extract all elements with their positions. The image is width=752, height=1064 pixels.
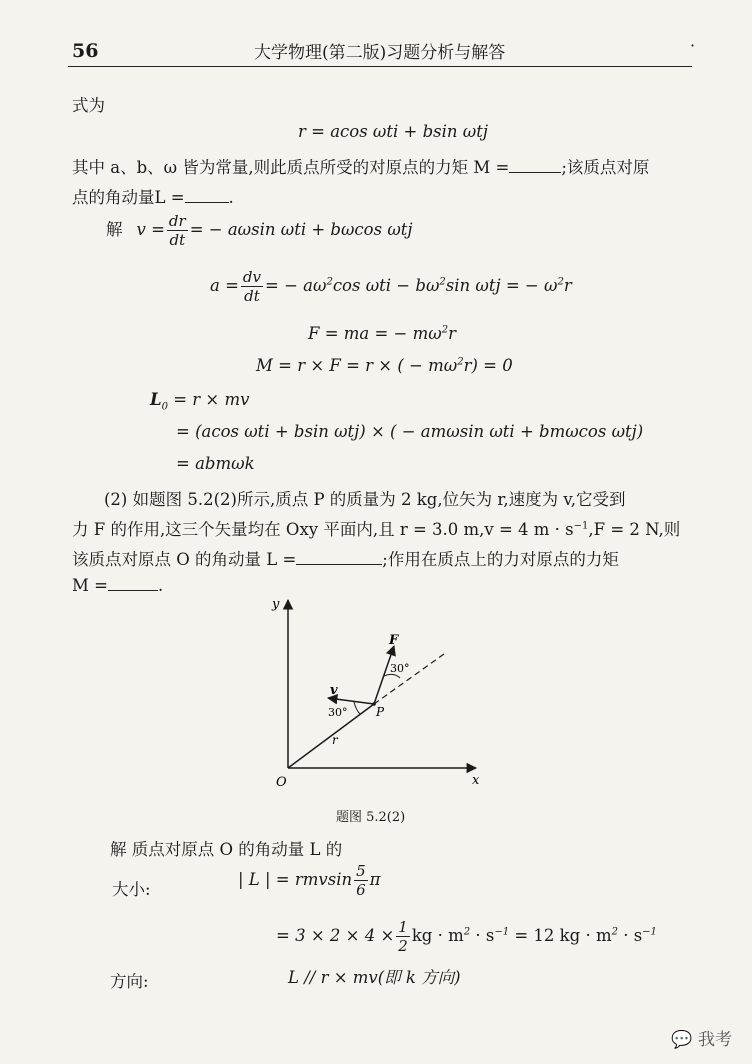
superscript: 2 bbox=[611, 926, 618, 938]
watermark bbox=[671, 1025, 732, 1050]
answer-blank bbox=[509, 172, 561, 173]
text-line bbox=[72, 154, 649, 178]
equation-a bbox=[210, 268, 572, 305]
eq-part: · s bbox=[470, 926, 495, 945]
text-line bbox=[72, 576, 163, 595]
magnitude-label: 大小: bbox=[112, 880, 151, 899]
superscript: 2 bbox=[463, 926, 471, 938]
eq-part: r bbox=[448, 324, 456, 343]
text-span: 力 F 的作用,这三个矢量均在 Oxy 平面内,且 r = 3.0 m,v = 4 m · s bbox=[72, 520, 574, 539]
text-line: 式为 bbox=[72, 96, 105, 115]
eq-part: sin ωtj = − ω bbox=[445, 276, 558, 295]
eq-part: v = bbox=[136, 220, 165, 239]
superscript: −1 bbox=[642, 926, 657, 938]
label-origin: O bbox=[276, 775, 287, 790]
eq-part: = 12 kg · m bbox=[509, 926, 612, 945]
text-span: ,F = 2 N,则 bbox=[588, 520, 681, 539]
numerator: 1 bbox=[398, 918, 408, 936]
denominator: 2 bbox=[398, 937, 408, 955]
eq-part: = − aω bbox=[265, 276, 327, 295]
numerator: dr bbox=[168, 212, 186, 230]
chat-icon: 💬 bbox=[671, 1030, 693, 1050]
label-v: v bbox=[330, 683, 338, 698]
numerator: dv bbox=[242, 268, 261, 286]
equation-calc bbox=[276, 918, 657, 955]
superscript: −1 bbox=[494, 926, 510, 938]
vector-diagram bbox=[266, 592, 496, 792]
watermark-text: 我考 bbox=[698, 1030, 732, 1050]
equation-magnitude bbox=[238, 862, 381, 899]
figure-caption: 题图 5.2(2) bbox=[336, 810, 406, 825]
velocity-vector-v bbox=[328, 698, 374, 704]
equation-r: r = acos ωti + bsin ωtj bbox=[298, 122, 488, 141]
text-line: (2) 如题图 5.2(2)所示,质点 P 的质量为 2 kg,位矢为 r,速度为 v,它受到 bbox=[104, 490, 626, 509]
label-r: r bbox=[332, 733, 338, 747]
denominator: dt bbox=[244, 287, 260, 305]
eq-part: L bbox=[150, 390, 162, 409]
equation-L1: = (acos ωti + bsin ωtj) × ( − amωsin ωti + bmωcos ωtj) bbox=[176, 422, 644, 441]
eq-part: F = ma = − mω bbox=[308, 324, 442, 343]
angle-arc-v bbox=[354, 702, 360, 714]
label-y: y bbox=[272, 597, 280, 612]
eq-part: kg · m bbox=[411, 926, 464, 945]
equation-F bbox=[308, 324, 456, 343]
denominator: dt bbox=[169, 231, 186, 249]
label-angle-v: 30° bbox=[328, 706, 348, 719]
eq-part: = r × mv bbox=[167, 390, 250, 409]
eq-part: = 3 × 2 × 4 × bbox=[276, 926, 395, 945]
text-span: 该质点对原点 O 的角动量 L = bbox=[72, 550, 297, 569]
text-line bbox=[72, 546, 619, 570]
fraction bbox=[396, 918, 410, 955]
text-span: 其中 a、b、ω 皆为常量,则此质点所受的对原点的力矩 M = bbox=[72, 158, 510, 177]
equation-M bbox=[256, 356, 513, 375]
eq-part: r) = 0 bbox=[463, 356, 513, 375]
equation-direction: L // r × mv(即 k 方向) bbox=[288, 968, 461, 987]
text-span: . bbox=[228, 188, 234, 207]
fraction bbox=[354, 862, 368, 899]
answer-blank bbox=[296, 564, 382, 565]
text-span: M = bbox=[72, 576, 108, 595]
superscript: 2 bbox=[457, 356, 464, 368]
direction-label: 方向: bbox=[110, 972, 149, 991]
text-span: ;作用在质点上的力对原点的力矩 bbox=[382, 550, 619, 569]
fraction bbox=[167, 212, 188, 249]
label-angle-F: 30° bbox=[390, 662, 410, 675]
eq-part: | L | = rmvsin bbox=[238, 870, 353, 889]
solution-label: 解 bbox=[106, 220, 123, 239]
eq-part: = − aωsin ωti + bωcos ωtj bbox=[189, 220, 413, 239]
answer-blank bbox=[108, 590, 158, 591]
superscript: 2 bbox=[439, 276, 446, 288]
label-x: x bbox=[472, 773, 480, 788]
equation-L2: = abmωk bbox=[176, 454, 255, 473]
equation-v bbox=[106, 212, 413, 249]
text-span: 点的角动量L = bbox=[72, 188, 185, 207]
superscript: 2 bbox=[441, 324, 449, 336]
subscript: 0 bbox=[161, 401, 168, 413]
force-vector-F bbox=[374, 646, 394, 704]
eq-part: M = r × F = r × ( − mω bbox=[256, 356, 458, 375]
label-P: P bbox=[376, 705, 385, 719]
eq-part: a = bbox=[210, 276, 239, 295]
eq-part: π bbox=[369, 870, 381, 889]
eq-part: cos ωti − bω bbox=[332, 276, 440, 295]
eq-part: r bbox=[563, 276, 572, 295]
header-dot: · bbox=[690, 36, 696, 55]
text-span: ;该质点对原 bbox=[561, 158, 650, 177]
denominator: 6 bbox=[356, 881, 366, 899]
text-span: . bbox=[157, 576, 164, 595]
text-line bbox=[72, 516, 680, 540]
eq-part: · s bbox=[617, 926, 643, 945]
equation-L0 bbox=[150, 390, 249, 412]
page-number: 56 bbox=[72, 40, 99, 62]
text-line bbox=[72, 184, 234, 208]
label-F: F bbox=[389, 633, 399, 648]
superscript: 2 bbox=[557, 276, 564, 288]
header-rule bbox=[68, 66, 692, 67]
superscript: 2 bbox=[326, 276, 333, 288]
running-title: 大学物理(第二版)习题分析与解答 bbox=[254, 43, 506, 63]
numerator: 5 bbox=[356, 862, 366, 880]
answer-blank bbox=[185, 202, 229, 203]
superscript: −1 bbox=[573, 520, 589, 532]
text-line: 解 质点对原点 O 的角动量 L 的 bbox=[110, 840, 343, 859]
fraction bbox=[241, 268, 263, 305]
